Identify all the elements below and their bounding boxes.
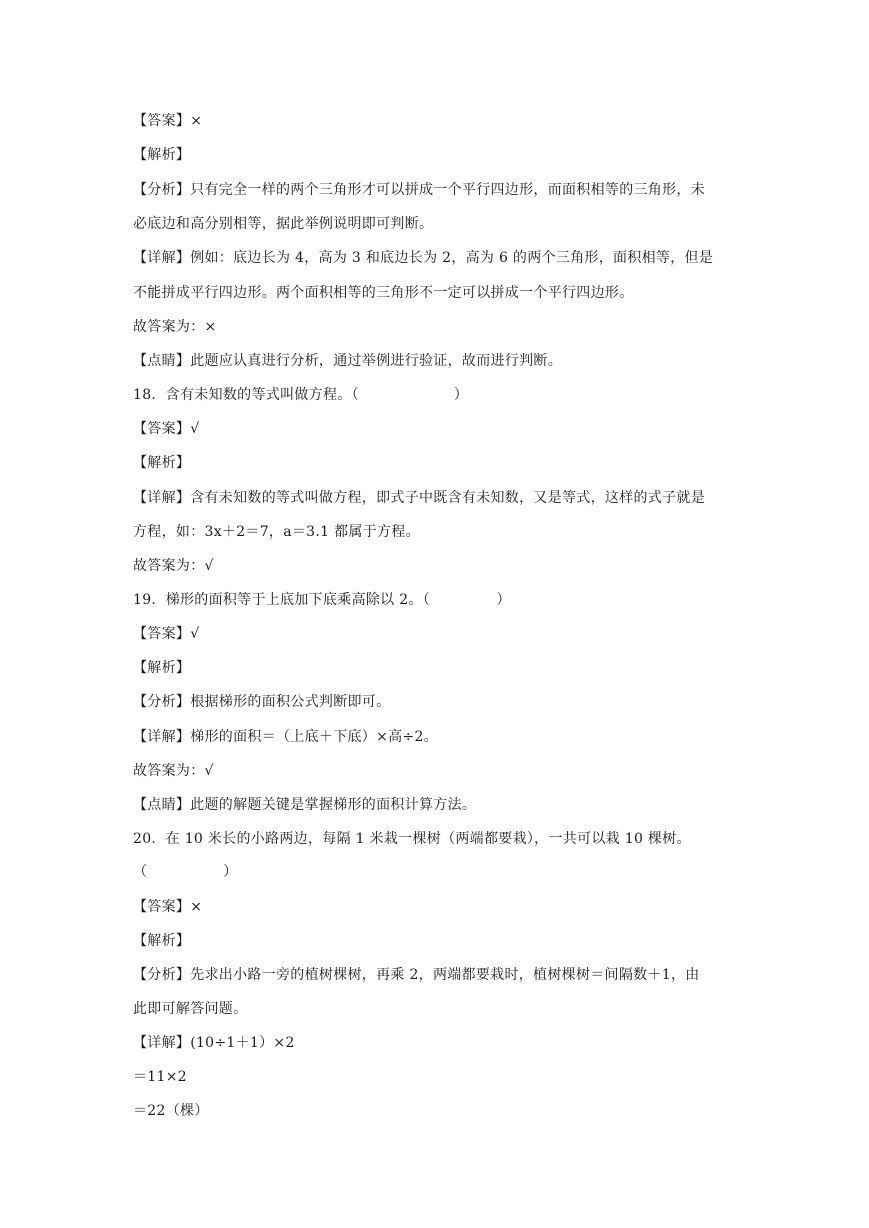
analysis-heading: 【解析】 — [133, 660, 191, 676]
answer-line: 【答案】× — [133, 113, 203, 129]
answer-line: 【答案】√ — [133, 421, 200, 437]
analysis-text-cont: 必底边和高分别相等，据此举例说明即可判断。 — [133, 216, 434, 232]
question-20-blank: （ ） — [133, 864, 238, 880]
calc-step: ＝11×2 — [133, 1069, 187, 1085]
comment-line: 【点睛】此题应认真进行分析，通过举例进行验证，故而进行判断。 — [133, 353, 562, 369]
question-18: 18. 含有未知数的等式叫做方程。（ ） — [133, 387, 469, 403]
analysis-heading: 【解析】 — [133, 455, 191, 471]
conclusion-line: 故答案为：× — [133, 319, 217, 335]
analysis-text: 【分析】先求出小路一旁的植树棵树，再乘 2，两端都要栽时，植树棵树＝间隔数＋1，由 — [133, 967, 700, 983]
answer-line: 【答案】√ — [133, 626, 200, 642]
conclusion-line: 故答案为：√ — [133, 763, 214, 779]
detail-text: 【详解】含有未知数的等式叫做方程，即式子中既含有未知数，又是等式，这样的式子就是 — [133, 490, 705, 506]
analysis-heading: 【解析】 — [133, 933, 191, 949]
detail-text: 【详解】梯形的面积＝（上底＋下底）×高÷2。 — [133, 729, 438, 745]
analysis-text-cont: 此即可解答问题。 — [133, 1001, 248, 1017]
analysis-heading: 【解析】 — [133, 147, 191, 163]
question-19: 19. 梯形的面积等于上底加下底乘高除以 2。（ ） — [133, 592, 511, 608]
answer-line: 【答案】× — [133, 899, 203, 915]
detail-text-cont: 不能拼成平行四边形。两个面积相等的三角形不一定可以拼成一个平行四边形。 — [133, 285, 634, 301]
detail-text: 【详解】例如：底边长为 4，高为 3 和底边长为 2，高为 6 的两个三角形，面积相等，但是 — [133, 250, 714, 266]
question-20: 20. 在 10 米长的小路两边，每隔 1 米栽一棵树（两端都要栽），一共可以栽 10 棵树。 — [133, 831, 691, 847]
conclusion-line: 故答案为：√ — [133, 558, 214, 574]
detail-text: 【详解】(10÷1＋1）×2 — [133, 1035, 295, 1051]
analysis-text: 【分析】只有完全一样的两个三角形才可以拼成一个平行四边形，而面积相等的三角形，未 — [133, 182, 705, 198]
calc-result: ＝22（棵） — [133, 1103, 209, 1119]
detail-text-cont: 方程，如：3x＋2＝7，a＝3.1 都属于方程。 — [133, 524, 420, 540]
analysis-text: 【分析】根据梯形的面积公式判断即可。 — [133, 694, 391, 710]
comment-line: 【点睛】此题的解题关键是掌握梯形的面积计算方法。 — [133, 797, 477, 813]
